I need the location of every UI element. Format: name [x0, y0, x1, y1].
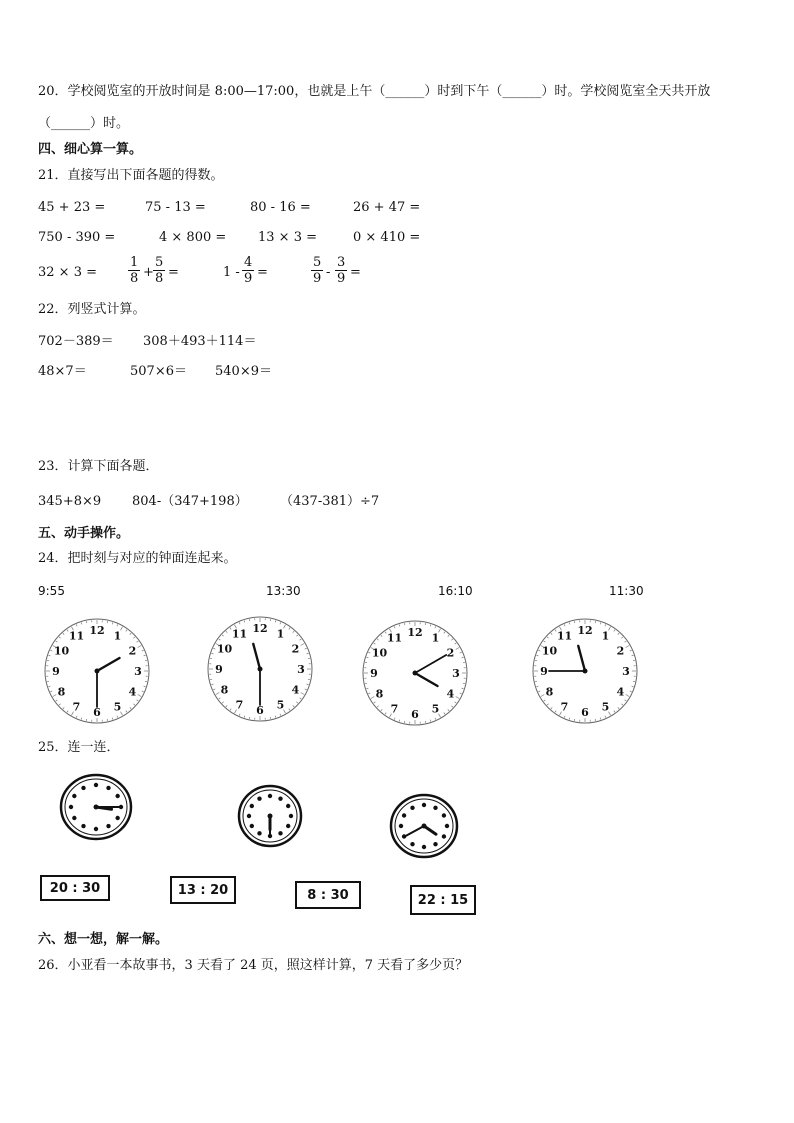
hour-mark: [106, 824, 110, 828]
q25-title: 25．连一连．: [38, 740, 120, 755]
q23-item: 345+8×9: [38, 494, 102, 509]
hour-mark: [286, 824, 290, 828]
time-box[interactable]: 20 : 30: [40, 875, 110, 901]
hour-mark: [410, 842, 414, 846]
clock-number: 3: [134, 665, 142, 678]
hour-mark: [442, 834, 446, 838]
hour-mark: [445, 824, 449, 828]
clock-number: 7: [72, 700, 81, 714]
hour-mark: [422, 845, 426, 849]
hour-mark: [286, 804, 290, 808]
clock-center: [95, 669, 100, 674]
hour-mark: [278, 796, 282, 800]
clock-number: 11: [556, 629, 573, 643]
denominator: 8: [130, 271, 139, 286]
clock-center: [258, 667, 263, 672]
clock-number: 4: [446, 687, 455, 701]
clock-drawing[interactable]: [58, 772, 134, 842]
hour-mark: [94, 827, 98, 831]
clock-number: 11: [386, 631, 403, 645]
clock-number: 5: [601, 700, 610, 714]
equals: =: [350, 265, 361, 280]
section-6-heading: 六、想一想，解一解。: [38, 932, 169, 947]
denominator: 9: [313, 271, 322, 286]
clock-number: 2: [291, 642, 300, 656]
denominator: 8: [155, 271, 164, 286]
time-box[interactable]: 8 : 30: [295, 881, 361, 909]
hour-mark: [81, 786, 85, 790]
fraction: [242, 255, 254, 286]
time-label: 9:55: [38, 584, 65, 598]
clock-number: 12: [407, 626, 423, 639]
hour-mark: [250, 804, 254, 808]
clock-number: 3: [452, 667, 460, 680]
q21-title: 21．直接写出下面各题的得数。: [38, 168, 224, 183]
q26-text: 26．小亚看一本故事书，3 天看了 24 页，照这样计算，7 天看了多少页？: [38, 958, 469, 973]
clock-number: 6: [256, 704, 264, 717]
numerator: 5: [155, 255, 164, 270]
hour-mark: [402, 813, 406, 817]
q21-item: 0 × 410 =: [353, 230, 421, 245]
hour-mark: [94, 783, 98, 787]
time-label: 11:30: [609, 584, 644, 598]
clock-number: 9: [52, 665, 60, 678]
hour-mark: [433, 806, 437, 810]
hour-mark: [115, 794, 119, 798]
time-box[interactable]: 22 : 15: [410, 885, 476, 915]
q23-title: 23．计算下面各题．: [38, 459, 159, 474]
hour-mark: [72, 816, 76, 820]
q24-title: 24．把时刻与对应的钟面连起来。: [38, 551, 237, 566]
clock-number: 12: [252, 622, 268, 635]
q21-item: 80 - 16 =: [250, 200, 311, 215]
fraction: [311, 255, 323, 286]
clock-number: 4: [128, 685, 137, 699]
clock-number: 3: [622, 665, 630, 678]
hour-mark: [69, 805, 73, 809]
clock-number: 8: [545, 685, 554, 699]
clock-drawing[interactable]: [236, 783, 304, 849]
clock-face[interactable]: [530, 616, 640, 726]
q23-item: 804-（347+198）: [132, 494, 248, 509]
clock-face[interactable]: [205, 614, 315, 724]
clock-number: 5: [276, 698, 285, 712]
clock-center: [268, 814, 273, 819]
numerator: 5: [313, 255, 322, 270]
q22-item: 540×9＝: [215, 364, 272, 379]
q22-item: 507×6＝: [130, 364, 187, 379]
clock-face[interactable]: [360, 618, 470, 728]
q21-item: 4 × 800 =: [159, 230, 227, 245]
hour-mark: [410, 806, 414, 810]
clock-number: 2: [128, 644, 137, 658]
hour-mark: [106, 786, 110, 790]
q21-item: 75 - 13 =: [145, 200, 206, 215]
hour-mark: [247, 814, 251, 818]
hour-mark: [257, 831, 261, 835]
clock-number: 11: [68, 629, 85, 643]
clock-drawing[interactable]: [388, 792, 460, 860]
clock-number: 1: [431, 631, 440, 645]
clock-face[interactable]: [42, 616, 152, 726]
hour-mark: [250, 824, 254, 828]
numerator: 1: [130, 255, 139, 270]
clock-number: 9: [215, 663, 223, 676]
q22-item: 308＋493＋114＝: [143, 334, 257, 349]
hour-mark: [442, 813, 446, 817]
q22-title: 22．列竖式计算。: [38, 302, 146, 317]
fraction: [153, 255, 165, 286]
clock-center: [583, 669, 588, 674]
denominator: 9: [337, 271, 346, 286]
clock-number: 7: [390, 702, 399, 716]
clock-center: [422, 824, 427, 829]
clock-center: [413, 671, 418, 676]
clock-number: 6: [93, 706, 101, 719]
q22-item: 48×7＝: [38, 364, 87, 379]
clock-number: 10: [371, 646, 388, 660]
clock-number: 1: [113, 629, 122, 643]
clock-number: 2: [446, 646, 455, 660]
hour-mark: [289, 814, 293, 818]
hour-mark: [72, 794, 76, 798]
q23-item: （437-381）÷7: [280, 494, 380, 509]
equals: =: [257, 265, 268, 280]
clock-number: 10: [53, 644, 70, 658]
clock-number: 10: [541, 644, 558, 658]
clock-number: 9: [540, 665, 548, 678]
clock-number: 9: [370, 667, 378, 680]
hour-mark: [268, 794, 272, 798]
hour-mark: [422, 803, 426, 807]
hour-mark: [399, 824, 403, 828]
clock-number: 11: [231, 627, 248, 641]
clock-number: 7: [560, 700, 569, 714]
clock-number: 1: [601, 629, 610, 643]
q21-item: 32 × 3 =: [38, 265, 97, 280]
operator: +: [143, 265, 154, 280]
q21-item: 45 + 23 =: [38, 200, 106, 215]
hour-mark: [115, 816, 119, 820]
hour-mark: [81, 824, 85, 828]
clock-number: 6: [411, 708, 419, 721]
equals: =: [168, 265, 179, 280]
clock-number: 10: [216, 642, 233, 656]
clock-number: 8: [57, 685, 66, 699]
clock-number: 1: [276, 627, 285, 641]
clock-number: 6: [581, 706, 589, 719]
q22-item: 702－389＝: [38, 334, 114, 349]
operator: -: [326, 265, 331, 280]
section-4-heading: 四、细心算一算。: [38, 142, 143, 157]
fraction: [128, 255, 140, 286]
clock-number: 8: [375, 687, 384, 701]
clock-number: 5: [113, 700, 122, 714]
fraction: [335, 255, 347, 286]
hour-mark: [278, 831, 282, 835]
hour-mark: [257, 796, 261, 800]
numerator: 3: [337, 255, 346, 270]
q21-item: 750 - 390 =: [38, 230, 116, 245]
clock-number: 12: [89, 624, 105, 637]
clock-number: 4: [291, 683, 300, 697]
clock-number: 4: [616, 685, 625, 699]
q21-item: 26 + 47 =: [353, 200, 421, 215]
section-5-heading: 五、动手操作。: [38, 526, 130, 541]
numerator: 4: [244, 255, 253, 270]
clock-number: 3: [297, 663, 305, 676]
time-label: 16:10: [438, 584, 473, 598]
q20-line1: 20．学校阅览室的开放时间是 8:00—17:00，也就是上午（______）时到下午（______）时。学校阅览室全天共开放: [38, 84, 711, 99]
operand: 1 -: [223, 265, 240, 280]
clock-number: 8: [220, 683, 229, 697]
clock-number: 7: [235, 698, 244, 712]
time-label: 13:30: [266, 584, 301, 598]
denominator: 9: [244, 271, 253, 286]
clock-number: 12: [577, 624, 593, 637]
time-box[interactable]: 13 : 20: [170, 876, 236, 904]
clock-center: [94, 805, 99, 810]
q21-item: 13 × 3 =: [258, 230, 317, 245]
clock-number: 5: [431, 702, 440, 716]
q20-line2: （______）时。: [38, 116, 130, 131]
hour-mark: [433, 842, 437, 846]
clock-number: 2: [616, 644, 625, 658]
